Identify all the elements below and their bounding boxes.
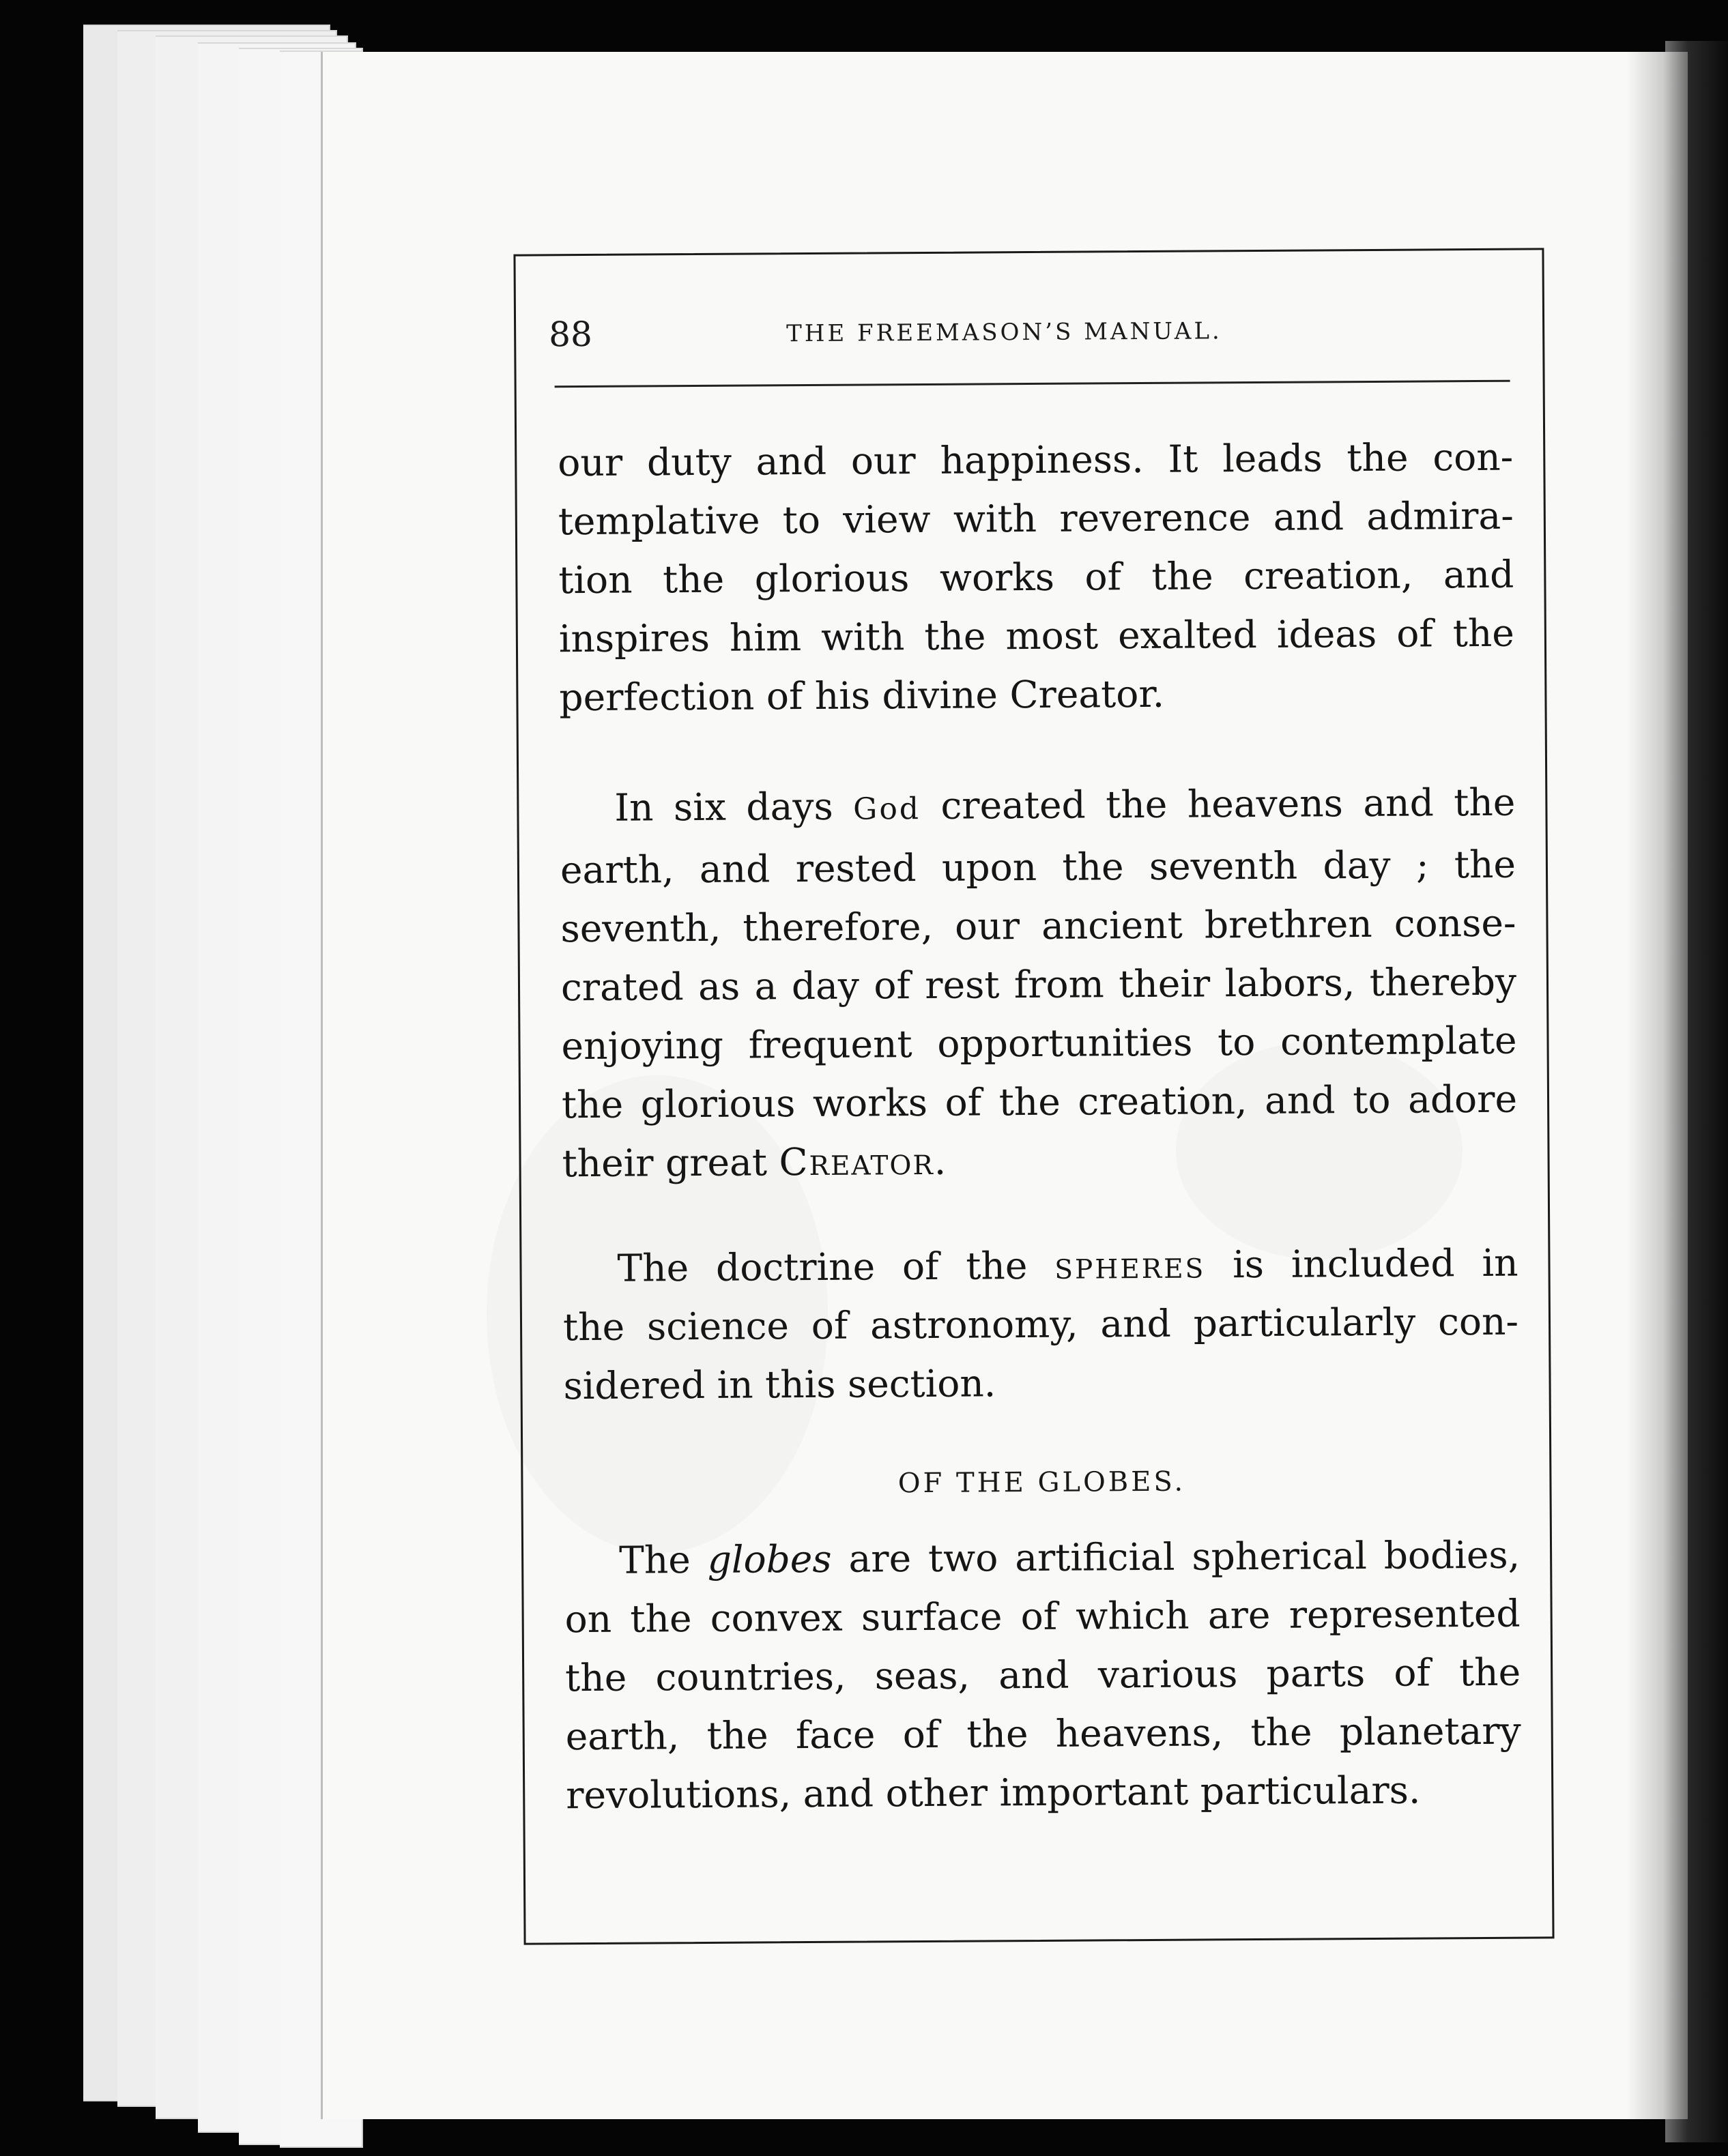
- text-line: the countries, seas, and various parts of the: [564, 1650, 1521, 1700]
- paragraph: [558, 428, 1515, 727]
- text-line: sidered in this section.: [563, 1361, 996, 1408]
- section-heading: OF THE GLOBES.: [897, 1466, 1186, 1500]
- text-line: [562, 1128, 1517, 1193]
- paragraph-gap: [562, 1187, 1518, 1240]
- text-line: inspires him with the most exalted ideas of the: [558, 611, 1515, 661]
- text-run: are two artificial spherical bodies,: [831, 1532, 1521, 1581]
- paragraph-gap: [560, 721, 1515, 779]
- header-rule: [555, 380, 1510, 388]
- page-number: 88: [548, 314, 592, 355]
- text-run: their great: [562, 1140, 779, 1186]
- paragraph-gap: [564, 1410, 1519, 1457]
- text-line: [560, 773, 1516, 841]
- paragraph: [560, 773, 1518, 1193]
- paragraph: [564, 1526, 1522, 1825]
- paragraph: [562, 1234, 1519, 1416]
- italic-word: globes: [707, 1536, 832, 1582]
- running-head: [549, 306, 1293, 359]
- text-line: [564, 1526, 1520, 1590]
- text-line: our duty and our happiness. It leads the con-: [558, 435, 1514, 485]
- text-run: In six days: [614, 784, 854, 830]
- text-line: seventh, therefore, our ancient brethren conse-: [560, 901, 1516, 951]
- small-caps-word: God: [853, 791, 921, 827]
- text-line: perfection of his divine Creator.: [559, 671, 1165, 720]
- text-run: The: [618, 1537, 708, 1582]
- page-text-frame: [513, 248, 1554, 1944]
- text-run: The doctrine of the: [617, 1243, 1055, 1290]
- text-line: earth, the face of the heavens, the planetary: [565, 1708, 1521, 1759]
- text-line: enjoying frequent opportunities to contemplate: [561, 1018, 1517, 1068]
- small-caps-word: Creator: [779, 1139, 934, 1184]
- text-line: crated as a day of rest from their labors, thereby: [560, 959, 1517, 1010]
- text-line: templative to view with reverence and admira-: [558, 493, 1514, 544]
- text-run: .: [934, 1139, 947, 1183]
- text-run: created the heavens and the: [920, 780, 1516, 828]
- text-line: the glorious works of the creation, and to adore: [561, 1077, 1518, 1127]
- small-caps-word: spheres: [1054, 1242, 1206, 1287]
- text-run: is included in: [1205, 1240, 1518, 1287]
- text-line: tion the glorious works of the creation, and: [558, 552, 1514, 602]
- text-line: the science of astronomy, and particularly con-: [562, 1299, 1519, 1350]
- text-line: earth, and rested upon the seventh day ; the: [560, 842, 1516, 892]
- text-line: on the convex surface of which are represented: [564, 1591, 1521, 1642]
- running-title: THE FREEMASON’S MANUAL.: [786, 317, 1222, 348]
- text-line: revolutions, and other important particulars.: [566, 1768, 1421, 1818]
- text-line: [562, 1234, 1518, 1298]
- body-text: [558, 428, 1521, 1825]
